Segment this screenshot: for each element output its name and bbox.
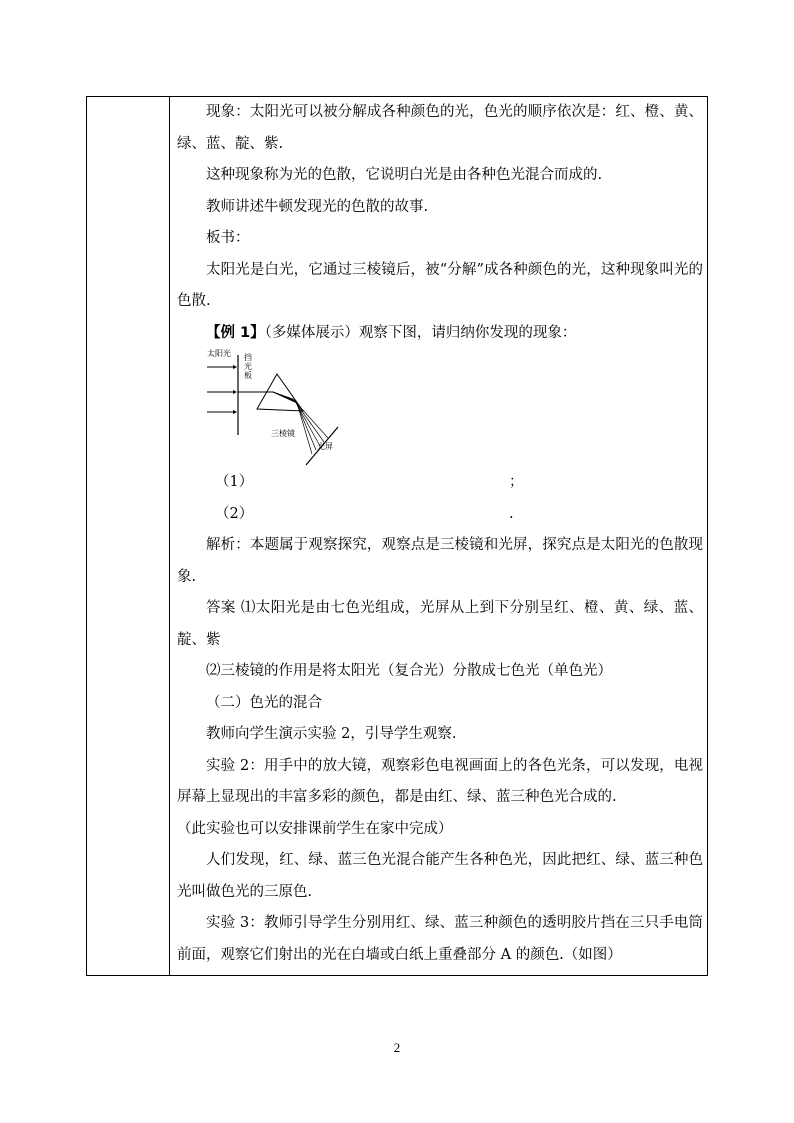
board-writing-text: 太阳光是白光，它通过三棱镜后，被“分解”成各种颜色的光，这种现象叫光的色散. [177, 261, 703, 309]
shield-label-2: 光 [244, 362, 252, 371]
experiment-3-text: 实验 3：教师引导学生分别用红、绿、蓝三种颜色的透明胶片挡在三只手电筒前面，观察它们射出的光在白墙或白纸上重叠部分 A 的颜色.（如图） [177, 915, 703, 963]
sunlight-label: 太阳光 [207, 349, 231, 358]
demo-experiment-2: 教师向学生演示实验 2，引导学生观察. [206, 726, 457, 742]
experiment-note: （此实验也可以安排课前学生在家中完成） [177, 820, 453, 837]
example-1 [177, 318, 703, 350]
dispersion-definition: 这种现象称为光的色散，它说明白光是由各种色光混合而成的. [206, 167, 603, 183]
shield-label-1: 挡 [244, 353, 252, 362]
blank-2-number: （2） [215, 505, 254, 522]
screen-label: 光屏 [317, 442, 333, 451]
blank-2-end: . [509, 505, 514, 522]
board-writing-label: 板书： [206, 230, 250, 246]
lesson-table [86, 96, 708, 976]
prism-dispersion-diagram [207, 349, 703, 467]
prism-diagram-icon [207, 349, 367, 467]
table-left-column [87, 97, 170, 975]
newton-story: 教师讲述牛顿发现光的色散的故事. [206, 198, 429, 215]
answer-1: 答案 ⑴太阳光是由七色光组成，光屏从上到下分别呈红、橙、黄、绿、蓝、靛、紫 [177, 600, 703, 648]
blank-1-number: （1） [215, 474, 254, 490]
prism-label: 三棱镜 [271, 429, 295, 438]
blank-line-1 [177, 467, 703, 499]
table-content-cell [177, 97, 703, 975]
shield-label-3: 板 [244, 371, 252, 380]
page-number: 2 [393, 1040, 401, 1055]
blank-1-end: ； [509, 474, 524, 490]
answer-2: ⑵三棱镜的作用是将太阳光（复合光）分散成七色光（单色光） [206, 663, 612, 679]
experiment-2-text: 实验 2：用手中的放大镜，观察彩色电视画面上的各色光条，可以发现，电视屏幕上显现出的丰富多彩的颜色，都是由红、绿、蓝三种色光合成的. [177, 757, 703, 805]
primary-colors-paragraph: 人们发现，红、绿、蓝三色光混合能产生各种色光，因此把红、绿、蓝三种色光叫做色光的三原色. [177, 852, 703, 900]
phenomenon-paragraph: 现象：太阳光可以被分解成各种颜色的光，色光的顺序依次是：红、橙、黄、绿、蓝、靛、紫. [177, 104, 703, 152]
example-label: 【例 1】 [206, 324, 265, 341]
blank-line-2 [177, 499, 703, 531]
analysis-paragraph: 解析：本题属于观察探究，观察点是三棱镜和光屏，探究点是太阳光的色散现象. [177, 537, 703, 585]
section-heading: （二）色光的混合 [206, 694, 322, 711]
example-text: （多媒体展示）观察下图，请归纳你发现的现象： [264, 324, 577, 341]
